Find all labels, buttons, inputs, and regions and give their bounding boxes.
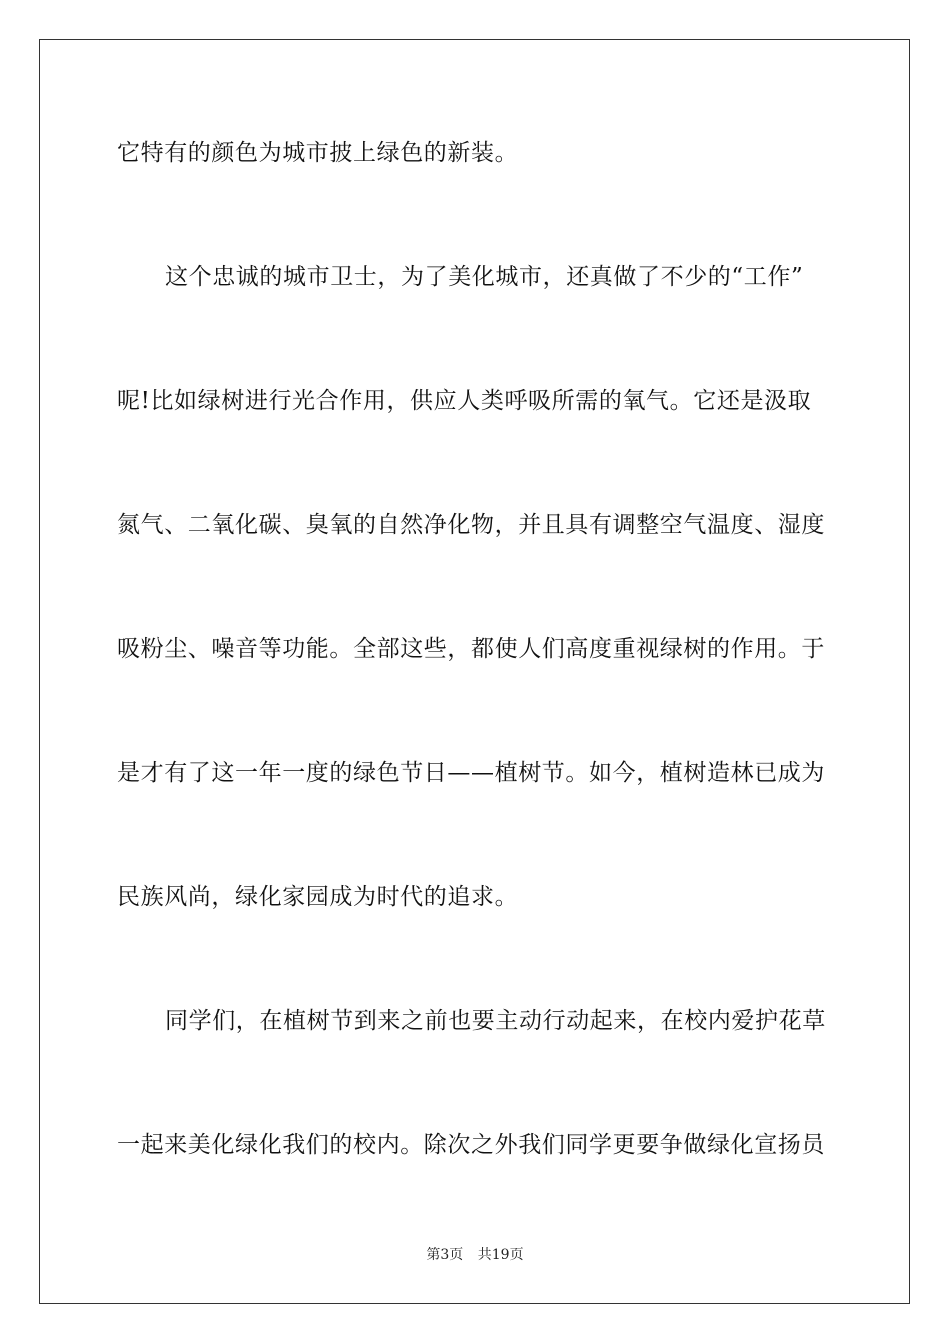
text-line-9: 一起来美化绿化我们的校内。除次之外我们同学更要争做绿化宣扬员 (117, 1132, 825, 1158)
page-footer (0, 1246, 950, 1264)
text-line-2: 这个忠诚的城市卫士，为了美化城市，还真做了不少的“工作” (165, 264, 804, 290)
text-line-5: 吸粉尘、噪音等功能。全部这些，都使人们高度重视绿树的作用。于 (117, 636, 825, 662)
text-line-3: 呢!比如绿树进行光合作用，供应人类呼吸所需的氧气。它还是汲取 (117, 388, 812, 414)
page-number: 第3页 (426, 1247, 464, 1263)
page-frame (39, 39, 910, 1304)
text-line-4: 氮气、二氧化碳、臭氧的自然净化物，并且具有调整空气温度、湿度 (117, 512, 825, 538)
text-line-6: 是才有了这一年一度的绿色节日——植树节。如今，植树造林已成为 (117, 760, 825, 786)
page-total: 共19页 (477, 1247, 524, 1263)
text-line-1: 它特有的颜色为城市披上绿色的新装。 (117, 140, 519, 166)
text-line-8: 同学们，在植树节到来之前也要主动行动起来，在校内爱护花草 (165, 1008, 826, 1034)
text-line-7: 民族风尚，绿化家园成为时代的追求。 (117, 884, 519, 910)
